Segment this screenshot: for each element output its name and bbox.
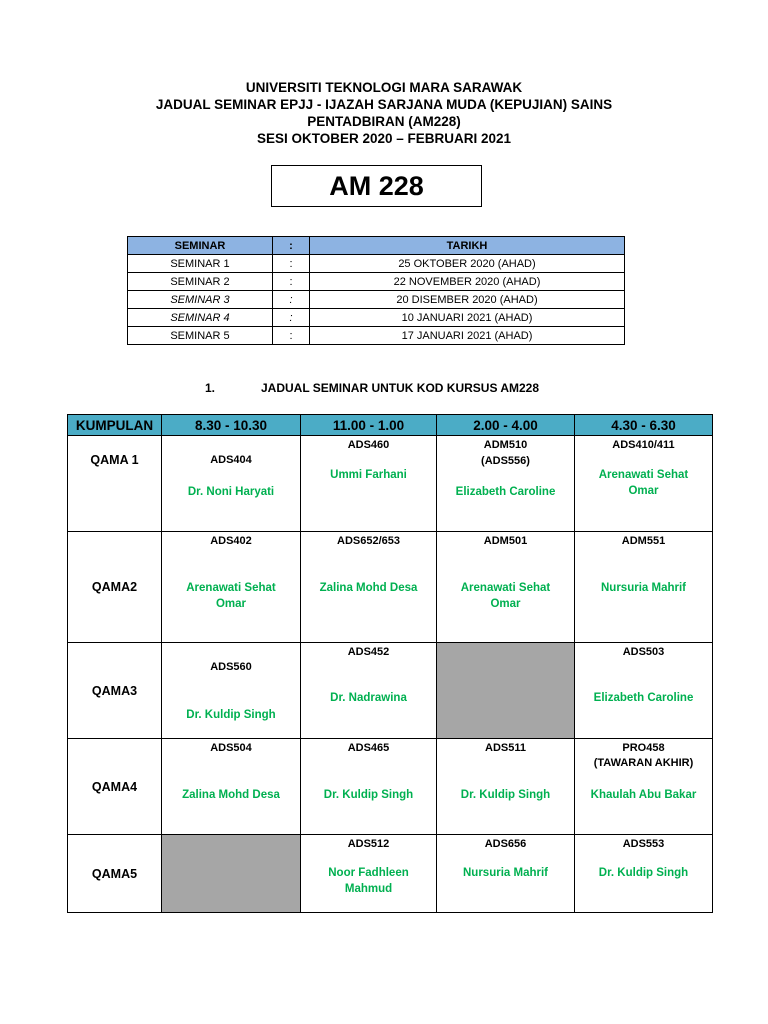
lecturer-name: Ummi Farhani [330, 469, 407, 481]
lecturer-name: Nursuria Mahrif [463, 867, 548, 879]
timeslot-header: 11.00 - 1.00 [301, 415, 437, 436]
course-code: ADS452 [347, 646, 390, 658]
lecturer-name: Arenawati Sehat [598, 469, 689, 481]
seminar-name: SEMINAR 3 [128, 291, 273, 309]
seminar-row [128, 327, 625, 345]
course-code: ADM501 [483, 535, 528, 547]
course-code-box: AM 228 [271, 165, 482, 207]
course-code: ADS404 [210, 454, 252, 466]
lecturer-name-cont: Omar [490, 598, 521, 610]
course-code: ADS511 [485, 742, 526, 754]
schedule-cell [301, 835, 437, 913]
program-name: PENTADBIRAN (AM228) [307, 114, 461, 129]
course-code: PRO458 [622, 742, 665, 754]
seminar-date: 20 DISEMBER 2020 (AHAD) [310, 291, 625, 309]
group-label: QAMA4 [68, 739, 162, 835]
lecturer-name: Dr. Kuldip Singh [460, 789, 551, 801]
separator-col-header: : [273, 237, 310, 255]
course-code: ADS512 [347, 838, 390, 850]
timeslot-header: 4.30 - 6.30 [575, 415, 713, 436]
course-code: ADS553 [622, 838, 665, 850]
schedule-cell [437, 532, 575, 643]
seminar-col-header: SEMINAR [128, 237, 273, 255]
schedule-cell [301, 532, 437, 643]
schedule-cell [575, 835, 713, 913]
empty-slot [437, 643, 575, 739]
schedule-row [68, 739, 713, 835]
schedule-cell [301, 643, 437, 739]
seminar-date: 10 JANUARI 2021 (AHAD) [310, 309, 625, 327]
lecturer-name: Elizabeth Caroline [593, 692, 694, 704]
seminar-dates-table [127, 236, 625, 345]
group-col-header: KUMPULAN [68, 415, 162, 436]
schedule-row [68, 835, 713, 913]
lecturer-name: Zalina Mohd Desa [182, 789, 280, 801]
lecturer-name-cont: Omar [628, 485, 659, 497]
schedule-cell [437, 436, 575, 532]
schedule-cell [301, 739, 437, 835]
lecturer-name: Khaulah Abu Bakar [590, 789, 697, 801]
schedule-cell [162, 436, 301, 532]
schedule-header-row [68, 415, 713, 436]
course-code: ADS652/653 [337, 535, 400, 547]
lecturer-name-cont: Mahmud [344, 883, 393, 895]
seminar-separator: : [273, 255, 310, 273]
seminar-row [128, 309, 625, 327]
lecturer-name: Arenawati Sehat [186, 582, 276, 594]
course-code: ADM551 [621, 535, 666, 547]
course-code: ADS504 [210, 742, 252, 754]
schedule-cell [162, 532, 301, 643]
schedule-cell [575, 436, 713, 532]
seminar-row [128, 291, 625, 309]
lecturer-name: Dr. Nadrawina [330, 692, 407, 704]
section-title: JADUAL SEMINAR UNTUK KOD KURSUS AM228 [261, 381, 540, 395]
schedule-cell [162, 739, 301, 835]
course-code: ADS503 [622, 646, 665, 658]
timeslot-header: 8.30 - 10.30 [162, 415, 301, 436]
seminar-date: 17 JANUARI 2021 (AHAD) [310, 327, 625, 345]
seminar-row [128, 255, 625, 273]
schedule-cell [301, 436, 437, 532]
seminar-name: SEMINAR 5 [128, 327, 273, 345]
course-code: ADS460 [347, 439, 390, 451]
course-code: ADS465 [347, 742, 390, 754]
section-number: 1. [205, 381, 216, 395]
schedule-cell [437, 739, 575, 835]
schedule-cell [575, 532, 713, 643]
seminar-name: SEMINAR 4 [128, 309, 273, 327]
course-code: ADS656 [484, 838, 527, 850]
session-label: SESI OKTOBER 2020 – FEBRUARI 2021 [256, 131, 512, 146]
lecturer-name: Dr. Kuldip Singh [186, 709, 276, 721]
schedule-title: JADUAL SEMINAR EPJJ - IJAZAH SARJANA MUDA (KEPUJIAN) SAINS [155, 97, 613, 112]
seminar-separator: : [273, 291, 310, 309]
date-col-header: TARIKH [310, 237, 625, 255]
timeslot-header: 2.00 - 4.00 [437, 415, 575, 436]
group-label: QAMA3 [68, 643, 162, 739]
course-code-alt: (ADS556) [481, 455, 530, 467]
lecturer-name: Arenawati Sehat [460, 582, 551, 594]
seminar-row [128, 273, 625, 291]
group-label: QAMA5 [68, 835, 162, 913]
schedule-cell [575, 643, 713, 739]
schedule-cell [575, 739, 713, 835]
seminar-separator: : [273, 327, 310, 345]
document-header [0, 79, 768, 147]
lecturer-name: Dr. Noni Haryati [187, 486, 275, 498]
schedule-row [68, 643, 713, 739]
lecturer-name: Zalina Mohd Desa [319, 582, 418, 594]
schedule-row [68, 532, 713, 643]
course-code: ADS410/411 [612, 439, 675, 451]
section-heading [205, 381, 539, 395]
schedule-cell [162, 643, 301, 739]
lecturer-name: Dr. Kuldip Singh [323, 789, 414, 801]
lecturer-name: Noor Fadhleen [328, 867, 409, 879]
lecturer-name-cont: Omar [215, 598, 247, 610]
seminar-separator: : [273, 309, 310, 327]
schedule-cell [437, 835, 575, 913]
seminar-date: 22 NOVEMBER 2020 (AHAD) [310, 273, 625, 291]
seminar-name: SEMINAR 1 [128, 255, 273, 273]
schedule-row [68, 436, 713, 532]
lecturer-name: Elizabeth Caroline [455, 486, 556, 498]
course-code: ADS560 [210, 661, 252, 673]
course-code: ADM510 [483, 439, 528, 451]
university-name: UNIVERSITI TEKNOLOGI MARA SARAWAK [245, 80, 523, 95]
seminar-date: 25 OKTOBER 2020 (AHAD) [310, 255, 625, 273]
seminar-name: SEMINAR 2 [128, 273, 273, 291]
lecturer-name: Dr. Kuldip Singh [598, 867, 689, 879]
group-label: QAMA2 [68, 532, 162, 643]
seminar-header-row [128, 237, 625, 255]
course-code: ADS402 [210, 535, 252, 547]
course-schedule-table [67, 414, 713, 913]
lecturer-name: Nursuria Mahrif [601, 582, 686, 594]
group-label: QAMA 1 [68, 436, 162, 532]
seminar-separator: : [273, 273, 310, 291]
empty-slot [162, 835, 301, 913]
course-code-alt: (TAWARAN AKHIR) [593, 757, 694, 769]
